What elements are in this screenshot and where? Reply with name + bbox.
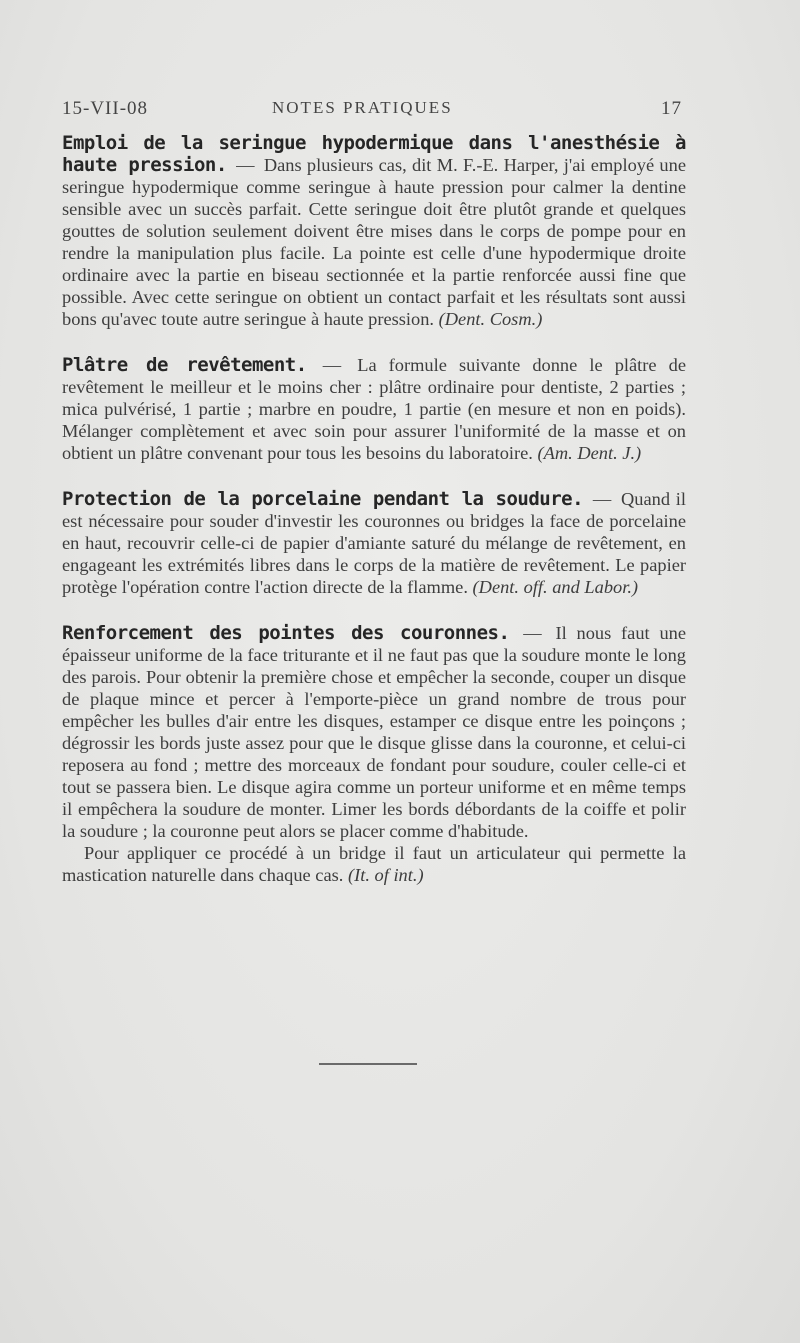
article-platre: [62, 354, 686, 464]
article-source: (Am. Dent. J.): [537, 443, 642, 463]
article-title: Plâtre de revêtement.: [62, 354, 307, 376]
page-number: 17: [661, 98, 682, 119]
article-dash: —: [592, 489, 612, 509]
article-text-continued: Pour appliquer ce procédé à un bridge il faut un articulateur qui permette la mastication naturelle dans chaque cas.: [62, 843, 686, 885]
article-dash: —: [322, 355, 342, 375]
article-porcelaine: [62, 488, 686, 598]
article-source: (It. of int.): [347, 865, 424, 885]
article-text: Dans plusieurs cas, dit M. F.-E. Harper, j'ai employé une seringue hypodermique comme seringue à haute pression pour calmer la dentine sensible avec un succès parfait. Cette seringue doit être plutôt grande et quelques gouttes de solution seulement doivent être mises dans le corps de pompe pour en rendre la manipulation plus facile. La pointe est celle d'une hypodermique droite ordinaire avec la partie en biseau sectionnée et la partie renforcée aussi fine que possible. Avec cette seringue on obtient un contact parfait et les résultats sont aussi bons qu'avec toute autre seringue à haute pression.: [62, 155, 686, 329]
article-text: La formule suivante donne le plâtre de revêtement le meilleur et le moins cher : plâtre ordinaire pour dentiste, 2 parties ; mica pulvérisé, 1 partie ; marbre en poudre, 1 partie (en mesure et non en poids). Mélanger complètement et avec soin pour assurer l'uniformité de la masse et on obtient un plâtre convenant pour tous les besoins du laboratoire.: [62, 355, 686, 463]
article-dash: —: [523, 623, 542, 643]
page-body: [62, 132, 686, 886]
article-title: Emploi de la seringue hypodermique dans l'anesthésie à haute pression.: [62, 132, 686, 176]
article-title: Renforcement des pointes des couronnes.: [62, 622, 510, 644]
article-text: Quand il est nécessaire pour souder d'investir les couronnes ou bridges la face de porcelaine en haut, recouvrir celle-ci de papier d'amiante saturé du mélange de revêtement, en engageant les extrémités libres dans le corps de la matière de revêtement. Le papier protège l'opération contre l'action directe de la flamme.: [62, 489, 686, 597]
header-section-title: NOTES PRATIQUES: [272, 98, 453, 117]
header-date: 15-VII-08: [62, 98, 149, 119]
article-source: (Dent. Cosm.): [438, 309, 543, 329]
article-title: Protection de la porcelaine pendant la soudure.: [62, 488, 584, 510]
article-seringue: [62, 132, 686, 330]
article-renforcement: [62, 622, 686, 842]
end-rule: [319, 1063, 417, 1065]
article-source: (Dent. off. and Labor.): [472, 577, 639, 597]
article-renforcement-continued: [62, 842, 686, 886]
running-header: [62, 98, 682, 124]
article-text: Il nous faut une épaisseur uniforme de la face triturante et il ne faut pas que la soudure monte le long des parois. Pour obtenir la première chose et empêcher la seconde, couper un disque de plaque mince et percer à l'emporte-pièce un grand nombre de trous pour empêcher les bulles d'air entre les disques, estamper ce disque entre les poinçons ; dégrossir les bords juste assez pour que le disque glisse dans la couronne, et celui-ci reposera au fond ; mettre des morceaux de fondant pour soudure, couler celle-ci et tout se passera bien. Le disque agira comme un porteur uniforme et en même temps il empêchera la soudure de monter. Limer les bords débordants de la coiffe et polir la soudure ; la couronne peut alors se placer comme d'habitude.: [62, 623, 686, 841]
article-dash: —: [236, 155, 255, 175]
